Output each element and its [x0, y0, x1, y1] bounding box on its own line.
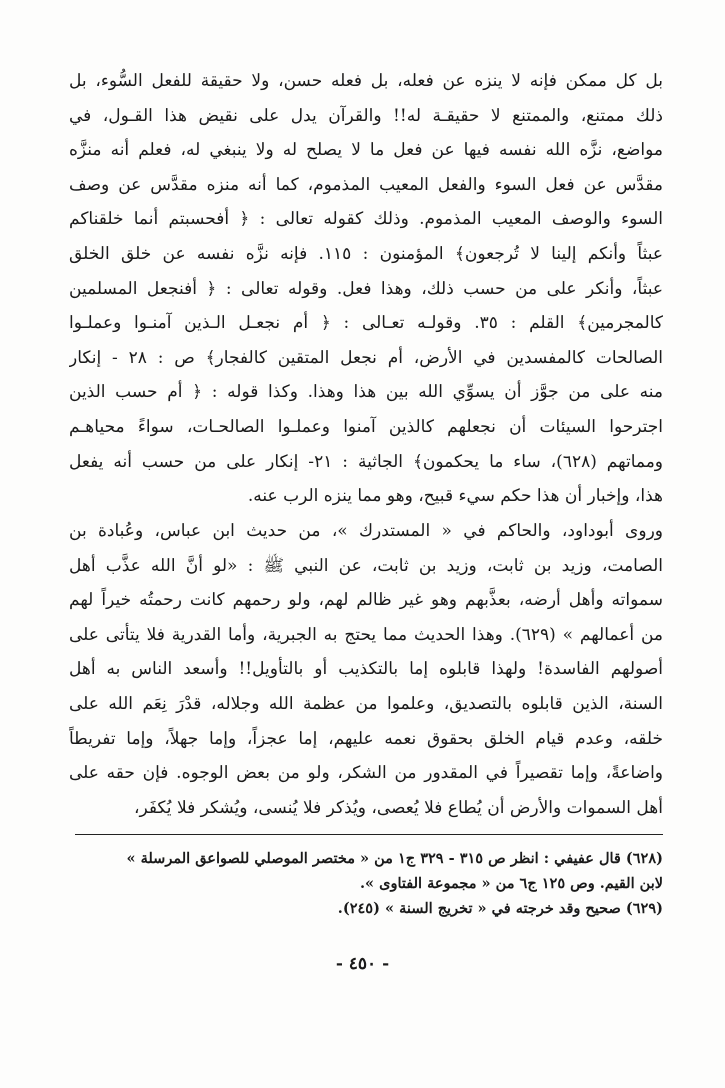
text-line: سمواته وأهل أرضه، بعذَّبهم وهو غير ظالم لهم، ولو رحمهم كانت رحمتُه خيراً لهم — [69, 590, 663, 611]
text-line: من أعمالهم » (٦٢٩). وهذا الحديث مما يحتج به الجبرية، وأما القدرية فلا يتأتى على — [69, 624, 663, 645]
text-line: بل كل ممكن فإنه لا ينزه عن فعله، بل فعله حسن، ولا حقيقة للفعل السُّوء، بل — [69, 71, 663, 91]
text-line: اجترحوا السيئات أن نجعلهم كالذين آمنوا وعملـوا الصالحـات، سواءً محياهـم — [69, 416, 663, 437]
text-line: ذلك ممتنع، والممتنع لا حقيقـة له!! والقرآن يدل على نقيض هذا القـول، في — [69, 105, 663, 126]
text-line: عبثاً وأنكم إلينا لا تُرجعون﴾ المؤمنون : ١١٥. فإنه نزَّه نفسه عن خلق الخلق — [69, 243, 663, 264]
text-line: ومماتهم (٦٢٨)، ساء ما يحكمون﴾ الجاثية : ٢١- إنكار على من حسب أنه يفعل — [69, 451, 663, 472]
footnote-divider — [75, 834, 663, 835]
footnote-628: (٦٢٨) قال عفيفي : انظر ص ٣١٥ - ٣٢٩ ج١ من « مختصر الموصلي للصواعق المرسلة » — [126, 850, 663, 867]
text-line: مواضع، نزَّه الله نفسه فيها عن فعل ما لا يصلح له ولا ينبغي له، فعلم أنه منزَّه — [69, 140, 663, 161]
text-line: الصالحات كالمفسدين في الأرض، أم نجعل المتقين كالفجار﴾ ص : ٢٨ - إنكار — [69, 347, 663, 368]
main-paragraph-2 — [69, 514, 663, 825]
text-line: أصولهم الفاسدة! ولهذا قابلوه إما بالتكذيب أو بالتأويل!! وأسعد الناس به أهل — [69, 659, 663, 680]
text-line: السنة، الذين قابلوه بالتصديق، وعلموا من عظمة الله وجلاله، قدْرَ نِعَم الله على — [69, 693, 663, 714]
text-line: واضاعةً، وإما تقصيراً في المقدور من الشكر، ولو من بعض الوجوه. فإن حقه على — [69, 763, 663, 784]
text-line: كالمجرمين﴾ القلم : ٣٥. وقولـه تعـالى : ﴿ أم نجعـل الـذين آمنـوا وعملـوا — [69, 313, 663, 334]
text-line: السوء والوصف المعيب المذموم. وذلك كقوله تعالى : ﴿ أفحسبتم أنما خلقناكم — [69, 209, 663, 230]
main-paragraph-1 — [69, 64, 663, 514]
text-line: وروى أبوداود، والحاكم في « المستدرك »، من حديث ابن عباس، وعُبادة بن — [69, 521, 663, 541]
text-line: منه على من جوَّز أن يسوِّي الله بين هذا وهذا. وكذا قوله : ﴿ أم حسب الذين — [69, 382, 663, 403]
text-line: مقدَّس عن فعل السوء والفعل المعيب المذموم، كما أنه منزه مقدَّس عن وصف — [69, 174, 663, 195]
text-line: أهل السموات والأرض أن يُطاع فلا يُعصى، ويُذكر فلا يُنسى، ويُشكر فلا يُكفَر، — [133, 797, 663, 818]
text-line: عبثاً، وأنكر على من حسب ذلك، وهذا فعل. وقوله تعالى : ﴿ أفنجعل المسلمين — [69, 278, 663, 299]
footnote-629: (٦٢٩) صحيح وقد خرجته في « تخريج السنة » (٢٤٥). — [337, 900, 663, 917]
footnote-628-continued: لابن القيم. وص ١٢٥ ج٦ من « مجموعة الفتاوى ». — [359, 875, 663, 892]
page-number: - ٤٥٠ - — [335, 954, 390, 974]
text-line: خلقه، وعدم قيام الخلق بحقوق نعمه عليهم، إما عجزاً، وإما جهلاً، وإما تفريطاً — [69, 728, 663, 749]
text-line: هذا، وإخبار أن هذا حكم سيء قبيح، وهو مما ينزه الرب عنه. — [247, 486, 663, 507]
text-line: الصامت، وزيد بن ثابت، وزيد بن ثابت، عن النبي ﷺ : «لو أنَّ الله عذَّب أهل — [69, 555, 663, 576]
footnotes — [75, 846, 663, 921]
